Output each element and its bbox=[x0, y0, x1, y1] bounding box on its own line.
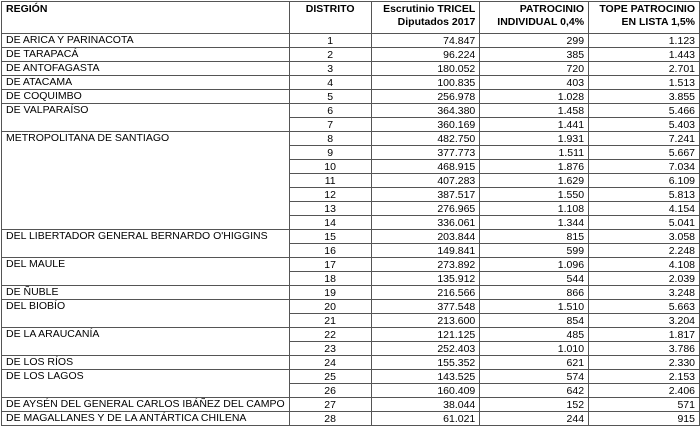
patrocinio-cell: 244 bbox=[480, 412, 589, 426]
tope-cell: 2.039 bbox=[589, 272, 700, 286]
patrocinio-cell: 599 bbox=[480, 244, 589, 258]
patrocinio-cell: 544 bbox=[480, 272, 589, 286]
patrocinio-cell: 1.010 bbox=[480, 342, 589, 356]
tope-cell: 1.513 bbox=[589, 76, 700, 90]
header-patrocinio-line1: PATROCINIO bbox=[519, 3, 585, 15]
header-row bbox=[2, 2, 700, 34]
patrocinio-cell: 815 bbox=[480, 230, 589, 244]
distrito-cell: 14 bbox=[289, 216, 371, 230]
escrutinio-cell: 276.965 bbox=[371, 202, 480, 216]
tope-cell: 5.667 bbox=[589, 146, 700, 160]
tope-cell: 2.330 bbox=[589, 356, 700, 370]
tope-cell: 2.406 bbox=[589, 384, 700, 398]
tope-cell: 2.153 bbox=[589, 370, 700, 384]
header-tope-line1: TOPE PATROCINIO bbox=[599, 3, 695, 15]
patrocinio-cell: 1.511 bbox=[480, 146, 589, 160]
distrito-cell: 18 bbox=[289, 272, 371, 286]
escrutinio-cell: 160.409 bbox=[371, 384, 480, 398]
distrito-cell: 2 bbox=[289, 48, 371, 62]
table-row bbox=[2, 328, 700, 342]
region-cell: METROPOLITANA DE SANTIAGO bbox=[2, 132, 290, 230]
header-escrutinio-line1: Escrutinio TRICEL bbox=[383, 3, 476, 15]
tope-cell: 2.248 bbox=[589, 244, 700, 258]
region-cell: DE ARICA Y PARINACOTA bbox=[2, 34, 290, 48]
escrutinio-cell: 100.835 bbox=[371, 76, 480, 90]
table-row bbox=[2, 104, 700, 118]
tope-cell: 1.443 bbox=[589, 48, 700, 62]
escrutinio-cell: 377.548 bbox=[371, 300, 480, 314]
escrutinio-cell: 203.844 bbox=[371, 230, 480, 244]
region-cell: DE LA ARAUCANÍA bbox=[2, 328, 290, 356]
tope-cell: 2.701 bbox=[589, 62, 700, 76]
table-row bbox=[2, 76, 700, 90]
tope-cell: 5.041 bbox=[589, 216, 700, 230]
region-cell: DE ÑUBLE bbox=[2, 286, 290, 300]
distrito-cell: 19 bbox=[289, 286, 371, 300]
patrocinio-table bbox=[1, 1, 700, 426]
table-row bbox=[2, 286, 700, 300]
header-escrutinio-line2: Diputados 2017 bbox=[397, 16, 476, 28]
region-cell: DEL BIOBÍO bbox=[2, 300, 290, 328]
tope-cell: 5.813 bbox=[589, 188, 700, 202]
region-cell: DE VALPARAÍSO bbox=[2, 104, 290, 132]
tope-cell: 1.817 bbox=[589, 328, 700, 342]
distrito-cell: 24 bbox=[289, 356, 371, 370]
region-cell: DEL LIBERTADOR GENERAL BERNARDO O'HIGGINS bbox=[2, 230, 290, 258]
distrito-cell: 25 bbox=[289, 370, 371, 384]
distrito-cell: 3 bbox=[289, 62, 371, 76]
escrutinio-cell: 155.352 bbox=[371, 356, 480, 370]
region-cell: DE MAGALLANES Y DE LA ANTÁRTICA CHILENA bbox=[2, 412, 290, 426]
table-row bbox=[2, 90, 700, 104]
escrutinio-cell: 38.044 bbox=[371, 398, 480, 412]
table-row bbox=[2, 132, 700, 146]
patrocinio-cell: 152 bbox=[480, 398, 589, 412]
tope-cell: 3.786 bbox=[589, 342, 700, 356]
header-patrocinio bbox=[480, 2, 589, 34]
patrocinio-cell: 866 bbox=[480, 286, 589, 300]
tope-cell: 3.058 bbox=[589, 230, 700, 244]
escrutinio-cell: 216.566 bbox=[371, 286, 480, 300]
table-header bbox=[2, 2, 700, 34]
tope-cell: 3.248 bbox=[589, 286, 700, 300]
escrutinio-cell: 364.380 bbox=[371, 104, 480, 118]
patrocinio-cell: 403 bbox=[480, 76, 589, 90]
patrocinio-cell: 720 bbox=[480, 62, 589, 76]
table-row bbox=[2, 370, 700, 384]
distrito-cell: 7 bbox=[289, 118, 371, 132]
escrutinio-cell: 273.892 bbox=[371, 258, 480, 272]
escrutinio-cell: 149.841 bbox=[371, 244, 480, 258]
distrito-cell: 1 bbox=[289, 34, 371, 48]
patrocinio-cell: 1.028 bbox=[480, 90, 589, 104]
table-row bbox=[2, 34, 700, 48]
patrocinio-cell: 1.629 bbox=[480, 174, 589, 188]
patrocinio-cell: 1.876 bbox=[480, 160, 589, 174]
header-patrocinio-line2: INDIVIDUAL 0,4% bbox=[497, 16, 585, 28]
region-cell: DE COQUIMBO bbox=[2, 90, 290, 104]
tope-cell: 5.403 bbox=[589, 118, 700, 132]
distrito-cell: 16 bbox=[289, 244, 371, 258]
tope-cell: 5.466 bbox=[589, 104, 700, 118]
tope-cell: 4.108 bbox=[589, 258, 700, 272]
escrutinio-cell: 96.224 bbox=[371, 48, 480, 62]
escrutinio-cell: 213.600 bbox=[371, 314, 480, 328]
distrito-cell: 15 bbox=[289, 230, 371, 244]
distrito-cell: 27 bbox=[289, 398, 371, 412]
tope-cell: 4.154 bbox=[589, 202, 700, 216]
region-cell: DE LOS LAGOS bbox=[2, 370, 290, 398]
distrito-cell: 13 bbox=[289, 202, 371, 216]
escrutinio-cell: 387.517 bbox=[371, 188, 480, 202]
distrito-cell: 28 bbox=[289, 412, 371, 426]
tope-cell: 5.663 bbox=[589, 300, 700, 314]
escrutinio-cell: 74.847 bbox=[371, 34, 480, 48]
distrito-cell: 20 bbox=[289, 300, 371, 314]
region-cell: DE ANTOFAGASTA bbox=[2, 62, 290, 76]
patrocinio-cell: 1.108 bbox=[480, 202, 589, 216]
table-row bbox=[2, 356, 700, 370]
region-cell: DE AYSÉN DEL GENERAL CARLOS IBÁÑEZ DEL CAMPO bbox=[2, 398, 290, 412]
table-row bbox=[2, 300, 700, 314]
distrito-cell: 23 bbox=[289, 342, 371, 356]
header-tope bbox=[589, 2, 700, 34]
escrutinio-cell: 180.052 bbox=[371, 62, 480, 76]
distrito-cell: 5 bbox=[289, 90, 371, 104]
patrocinio-cell: 485 bbox=[480, 328, 589, 342]
tope-cell: 571 bbox=[589, 398, 700, 412]
distrito-cell: 22 bbox=[289, 328, 371, 342]
patrocinio-cell: 642 bbox=[480, 384, 589, 398]
distrito-cell: 26 bbox=[289, 384, 371, 398]
table-row bbox=[2, 258, 700, 272]
patrocinio-cell: 621 bbox=[480, 356, 589, 370]
patrocinio-cell: 1.510 bbox=[480, 300, 589, 314]
tope-cell: 915 bbox=[589, 412, 700, 426]
distrito-cell: 8 bbox=[289, 132, 371, 146]
tope-cell: 3.855 bbox=[589, 90, 700, 104]
patrocinio-cell: 1.550 bbox=[480, 188, 589, 202]
distrito-cell: 9 bbox=[289, 146, 371, 160]
tope-cell: 1.123 bbox=[589, 34, 700, 48]
escrutinio-cell: 360.169 bbox=[371, 118, 480, 132]
escrutinio-cell: 336.061 bbox=[371, 216, 480, 230]
region-cell: DEL MAULE bbox=[2, 258, 290, 286]
patrocinio-cell: 1.096 bbox=[480, 258, 589, 272]
distrito-cell: 11 bbox=[289, 174, 371, 188]
escrutinio-cell: 482.750 bbox=[371, 132, 480, 146]
escrutinio-cell: 252.403 bbox=[371, 342, 480, 356]
header-tope-line2: EN LISTA 1,5% bbox=[621, 16, 695, 28]
header-escrutinio bbox=[371, 2, 480, 34]
escrutinio-cell: 121.125 bbox=[371, 328, 480, 342]
escrutinio-cell: 61.021 bbox=[371, 412, 480, 426]
region-cell: DE LOS RÍOS bbox=[2, 356, 290, 370]
distrito-cell: 12 bbox=[289, 188, 371, 202]
escrutinio-cell: 256.978 bbox=[371, 90, 480, 104]
table-row bbox=[2, 398, 700, 412]
tope-cell: 6.109 bbox=[589, 174, 700, 188]
patrocinio-cell: 1.344 bbox=[480, 216, 589, 230]
patrocinio-cell: 385 bbox=[480, 48, 589, 62]
escrutinio-cell: 407.283 bbox=[371, 174, 480, 188]
patrocinio-cell: 1.458 bbox=[480, 104, 589, 118]
escrutinio-cell: 468.915 bbox=[371, 160, 480, 174]
table-row bbox=[2, 412, 700, 426]
distrito-cell: 6 bbox=[289, 104, 371, 118]
distrito-cell: 10 bbox=[289, 160, 371, 174]
distrito-cell: 17 bbox=[289, 258, 371, 272]
escrutinio-cell: 143.525 bbox=[371, 370, 480, 384]
tope-cell: 7.034 bbox=[589, 160, 700, 174]
table-row bbox=[2, 230, 700, 244]
tope-cell: 3.204 bbox=[589, 314, 700, 328]
escrutinio-cell: 377.773 bbox=[371, 146, 480, 160]
patrocinio-cell: 574 bbox=[480, 370, 589, 384]
patrocinio-cell: 854 bbox=[480, 314, 589, 328]
patrocinio-cell: 1.931 bbox=[480, 132, 589, 146]
table-row bbox=[2, 62, 700, 76]
escrutinio-cell: 135.912 bbox=[371, 272, 480, 286]
distrito-cell: 4 bbox=[289, 76, 371, 90]
region-cell: DE ATACAMA bbox=[2, 76, 290, 90]
distrito-cell: 21 bbox=[289, 314, 371, 328]
patrocinio-cell: 1.441 bbox=[480, 118, 589, 132]
table-body bbox=[2, 34, 700, 426]
header-distrito: DISTRITO bbox=[289, 2, 371, 34]
region-cell: DE TARAPACÁ bbox=[2, 48, 290, 62]
table-row bbox=[2, 48, 700, 62]
patrocinio-cell: 299 bbox=[480, 34, 589, 48]
header-region: REGIÓN bbox=[2, 2, 290, 34]
tope-cell: 7.241 bbox=[589, 132, 700, 146]
